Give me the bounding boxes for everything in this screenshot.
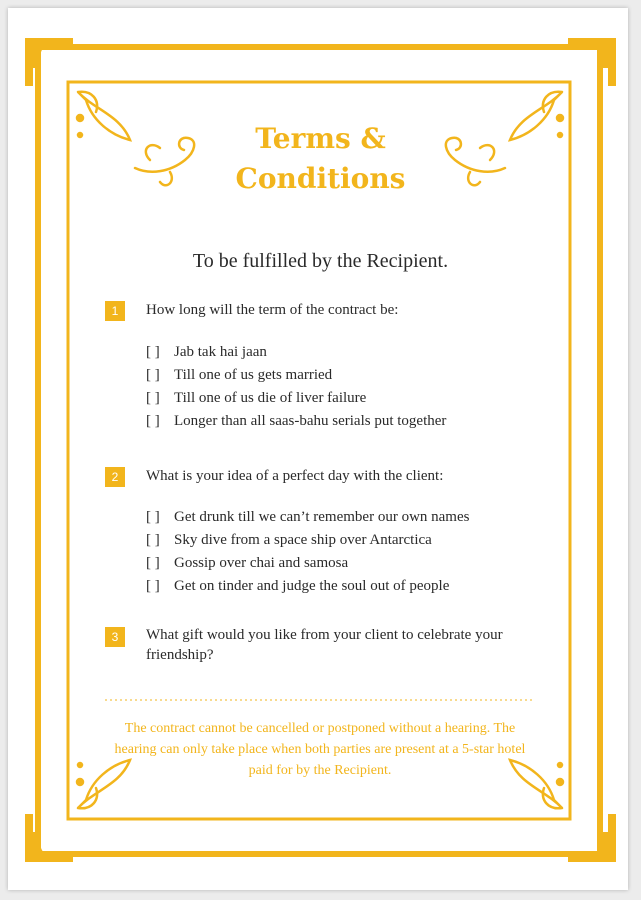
option-label: Get on tinder and judge the soul out of people [174, 578, 450, 594]
footer-note: The contract cannot be cancelled or postponed without a hearing. The hearing can only take place when both parties are present at a 5-star hotel paid for by the Recipient. [114, 721, 526, 778]
option-label: Get drunk till we can’t remember our own names [174, 509, 470, 525]
title-line-2: Conditions [235, 162, 406, 195]
option-item[interactable] [146, 365, 332, 385]
checkbox-marker[interactable]: [ ] [146, 532, 160, 548]
checkbox-marker[interactable]: [ ] [146, 344, 160, 360]
option-item[interactable] [146, 411, 446, 431]
option-item[interactable] [146, 553, 348, 573]
checkbox-marker[interactable]: [ ] [146, 509, 160, 525]
option-label: Gossip over chai and samosa [174, 555, 349, 571]
option-item[interactable] [146, 530, 432, 550]
question-text: What is your idea of a perfect day with the client: [146, 468, 444, 484]
option-item[interactable] [146, 388, 366, 408]
title-line-1: Terms & [255, 122, 386, 155]
question-text: What gift would you like from your client to celebrate your friendship? [146, 627, 503, 663]
option-item[interactable] [146, 342, 267, 362]
option-item[interactable] [146, 507, 469, 527]
question-number-badge: 2 [105, 467, 125, 487]
checkbox-marker[interactable]: [ ] [146, 390, 160, 406]
option-label: Jab tak hai jaan [174, 344, 267, 360]
checkbox-marker[interactable]: [ ] [146, 367, 160, 383]
subtitle: To be fulfilled by the Recipient. [192, 250, 449, 272]
checkbox-marker[interactable]: [ ] [146, 413, 160, 429]
question-number-badge: 1 [105, 301, 125, 321]
option-label: Sky dive from a space ship over Antarctica [174, 532, 432, 548]
option-label: Till one of us die of liver failure [174, 390, 367, 406]
question-number-badge: 3 [105, 627, 125, 647]
checkbox-marker[interactable]: [ ] [146, 555, 160, 571]
checkbox-marker[interactable]: [ ] [146, 578, 160, 594]
option-label: Longer than all saas-bahu serials put together [174, 413, 447, 429]
question-text: How long will the term of the contract be: [146, 302, 399, 318]
option-label: Till one of us gets married [174, 367, 333, 383]
option-item[interactable] [146, 576, 449, 596]
